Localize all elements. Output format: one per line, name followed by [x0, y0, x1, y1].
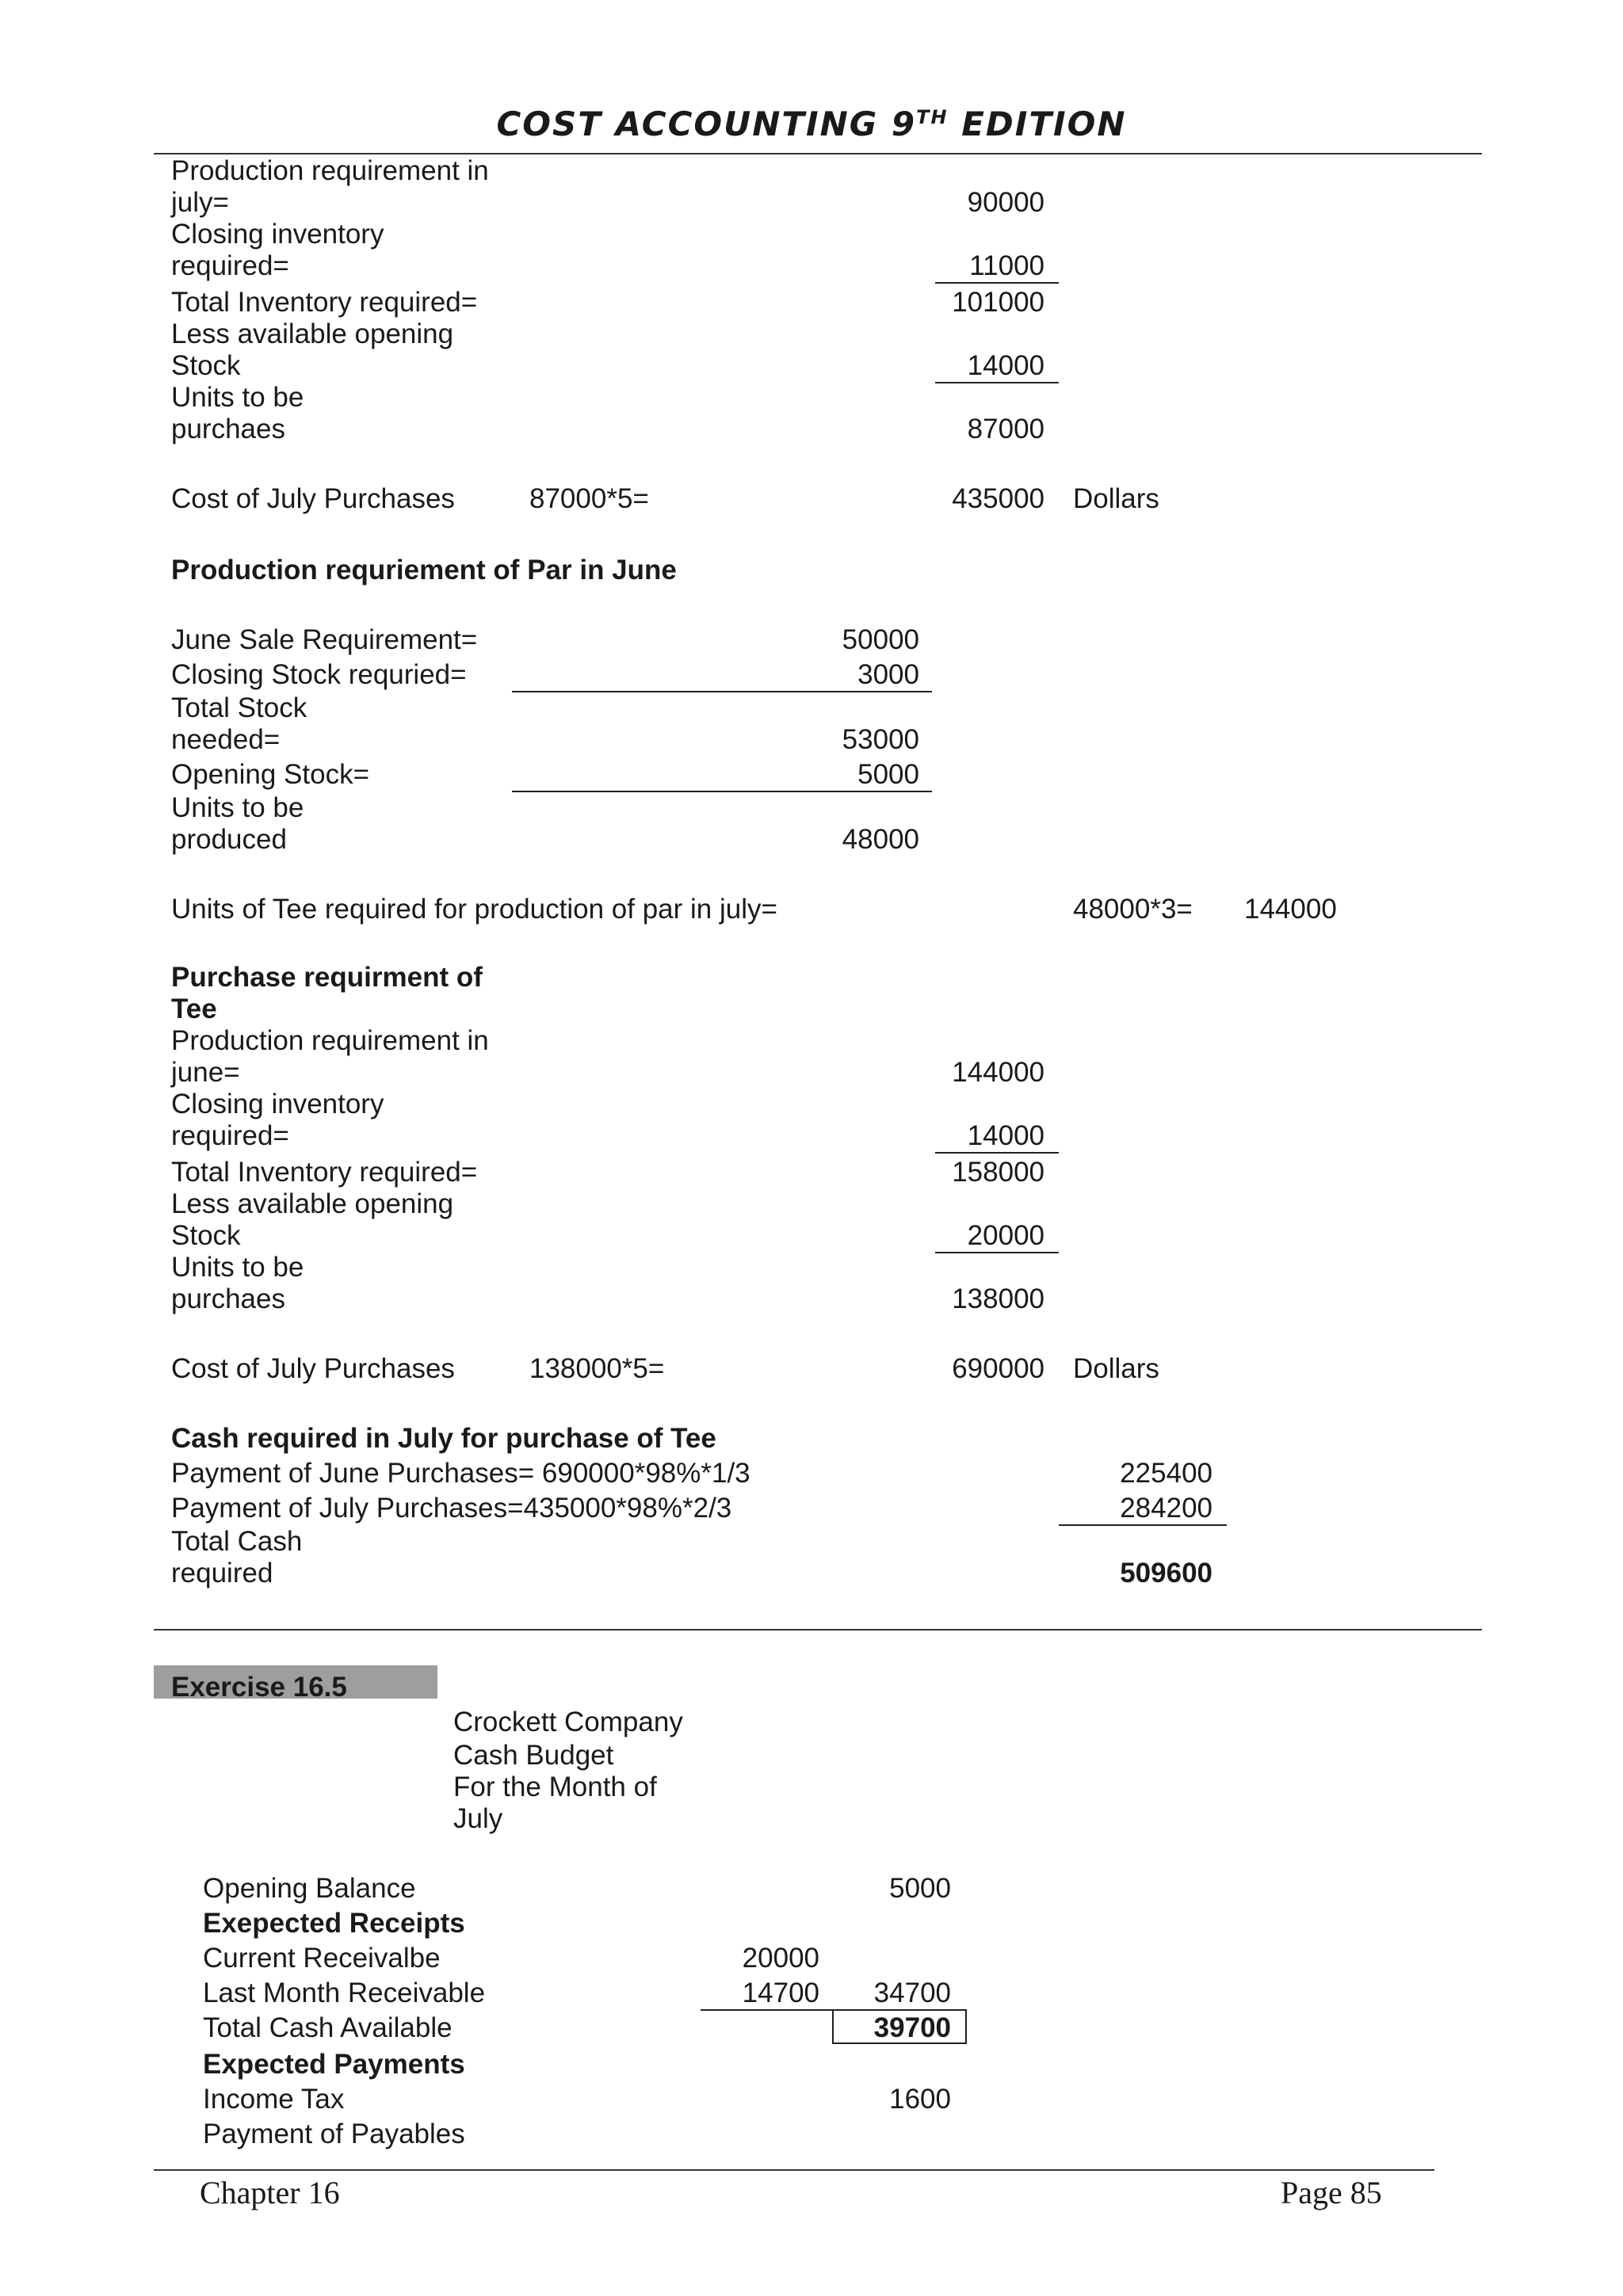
- row-total-inv-value: 101000: [952, 287, 1044, 318]
- row-less-opening-value: 14000: [967, 350, 1044, 381]
- row-closing-inv-value: 11000: [969, 250, 1044, 281]
- row-total-stock-label-1: Total Stock: [171, 692, 307, 723]
- current-receivable-value: 20000: [742, 1943, 819, 1974]
- section-rule: [154, 1629, 1482, 1630]
- row-units-purchase-value: 87000: [967, 414, 1044, 444]
- cash-total-label-1: Total Cash: [171, 1526, 303, 1557]
- footer-chapter: Chapter 16: [200, 2175, 340, 2210]
- last-receivable-label: Last Month Receivable: [203, 1978, 486, 2008]
- cash-row2-value: 284200: [1120, 1493, 1212, 1524]
- row-tee-closing-value: 14000: [967, 1120, 1044, 1151]
- underline: [512, 691, 932, 692]
- row-june-sale-label: June Sale Requirement=: [171, 624, 478, 655]
- row-total-stock-value: 53000: [842, 724, 919, 755]
- budget-period-2: July: [453, 1803, 503, 1834]
- tee-purchase-heading-2: Tee: [171, 994, 217, 1024]
- row-tee-total-value: 158000: [952, 1157, 1044, 1188]
- total-available-label: Total Cash Available: [203, 2012, 453, 2043]
- cost-july-unit: Dollars: [1073, 483, 1159, 514]
- cash-total-value: 509600: [1120, 1558, 1212, 1589]
- row-june-sale-value: 50000: [842, 624, 919, 655]
- budget-period-1: For the Month of: [453, 1772, 657, 1802]
- row-tee-total-label: Total Inventory required=: [171, 1157, 478, 1188]
- tee-required-formula: 48000*3=: [1073, 894, 1193, 925]
- last-receivable-value: 14700: [742, 1978, 819, 2008]
- tee-cost-formula: 138000*5=: [529, 1353, 665, 1384]
- company-name: Crockett Company: [453, 1707, 683, 1737]
- cash-row2-label: Payment of July Purchases=435000*98%*2/3: [171, 1493, 732, 1524]
- cost-july-label: Cost of July Purchases: [171, 483, 455, 514]
- tee-cost-value: 690000: [952, 1353, 1044, 1384]
- underline: [935, 1152, 1059, 1154]
- row-tee-less-label-1: Less available opening: [171, 1188, 454, 1219]
- exercise-label: Exercise 16.5: [171, 1672, 347, 1703]
- row-units-purchase-label-1: Units to be: [171, 382, 304, 413]
- row-tee-closing-label-1: Closing inventory: [171, 1089, 384, 1119]
- row-total-stock-label-2: needed=: [171, 724, 281, 755]
- underline: [512, 791, 932, 792]
- tee-cost-label: Cost of July Purchases: [171, 1353, 455, 1384]
- cost-july-formula: 87000*5=: [529, 483, 649, 514]
- row-prod-req-label-2: july=: [171, 187, 229, 218]
- row-prod-req-label-1: Production requirement in: [171, 155, 489, 186]
- row-tee-prod-label-1: Production requirement in: [171, 1025, 489, 1056]
- row-tee-prod-label-2: june=: [171, 1057, 240, 1088]
- underline: [935, 282, 1059, 284]
- row-units-purchase-label-2: purchaes: [171, 414, 285, 444]
- row-tee-units-value: 138000: [952, 1283, 1044, 1314]
- row-closing-stock-value: 3000: [857, 659, 919, 690]
- opening-balance-label: Opening Balance: [203, 1873, 416, 1904]
- row-tee-closing-label-2: required=: [171, 1120, 289, 1151]
- row-less-opening-label-1: Less available opening: [171, 318, 454, 349]
- underline: [701, 2009, 832, 2011]
- row-units-produced-value: 48000: [842, 824, 919, 855]
- row-opening-stock-label: Opening Stock=: [171, 759, 370, 790]
- tee-purchase-heading-1: Purchase requirment of: [171, 962, 483, 993]
- underline: [1059, 1524, 1227, 1526]
- tee-required-value: 144000: [1244, 894, 1337, 925]
- row-prod-req-value: 90000: [967, 187, 1044, 218]
- tee-cost-unit: Dollars: [1073, 1353, 1159, 1384]
- opening-balance-value: 5000: [889, 1873, 951, 1904]
- row-closing-stock-label: Closing Stock requried=: [171, 659, 467, 690]
- row-less-opening-label-2: Stock: [171, 350, 241, 381]
- cash-row1-value: 225400: [1120, 1458, 1212, 1489]
- receipts-total-value: 34700: [873, 1978, 951, 2008]
- underline: [935, 1252, 1059, 1253]
- tee-required-label: Units of Tee required for production of par in july=: [171, 894, 777, 925]
- row-tee-less-label-2: Stock: [171, 1220, 241, 1251]
- payables-label: Payment of Payables: [203, 2119, 465, 2149]
- row-units-produced-label-1: Units to be: [171, 792, 304, 823]
- header-rule: [154, 153, 1482, 154]
- par-june-heading: Production requriement of Par in June: [171, 555, 677, 585]
- income-tax-label: Income Tax: [203, 2084, 345, 2115]
- footer-page: Page 85: [1281, 2175, 1382, 2210]
- cash-heading: Cash required in July for purchase of Tee: [171, 1423, 716, 1454]
- budget-title: Cash Budget: [453, 1740, 614, 1771]
- row-units-produced-label-2: produced: [171, 824, 287, 855]
- row-tee-prod-value: 144000: [952, 1057, 1044, 1088]
- row-tee-less-value: 20000: [967, 1220, 1044, 1251]
- page-header-title: COST ACCOUNTING 9TH EDITION: [496, 105, 1127, 143]
- row-total-inv-label: Total Inventory required=: [171, 287, 478, 318]
- footer-rule: [154, 2169, 1434, 2171]
- current-receivable-label: Current Receivalbe: [203, 1943, 441, 1974]
- row-tee-units-label-2: purchaes: [171, 1283, 285, 1314]
- row-tee-units-label-1: Units to be: [171, 1252, 304, 1283]
- total-available-value: 39700: [873, 2012, 951, 2043]
- receipts-heading: Exepected Receipts: [203, 1908, 465, 1939]
- underline: [935, 382, 1059, 383]
- payments-heading: Expected Payments: [203, 2049, 465, 2080]
- cash-total-label-2: required: [171, 1558, 273, 1589]
- row-closing-inv-label-1: Closing inventory: [171, 219, 384, 250]
- row-closing-inv-label-2: required=: [171, 250, 289, 281]
- cost-july-value: 435000: [952, 483, 1044, 514]
- cash-row1-label: Payment of June Purchases= 690000*98%*1/3: [171, 1458, 750, 1489]
- income-tax-value: 1600: [889, 2084, 951, 2115]
- row-opening-stock-value: 5000: [857, 759, 919, 790]
